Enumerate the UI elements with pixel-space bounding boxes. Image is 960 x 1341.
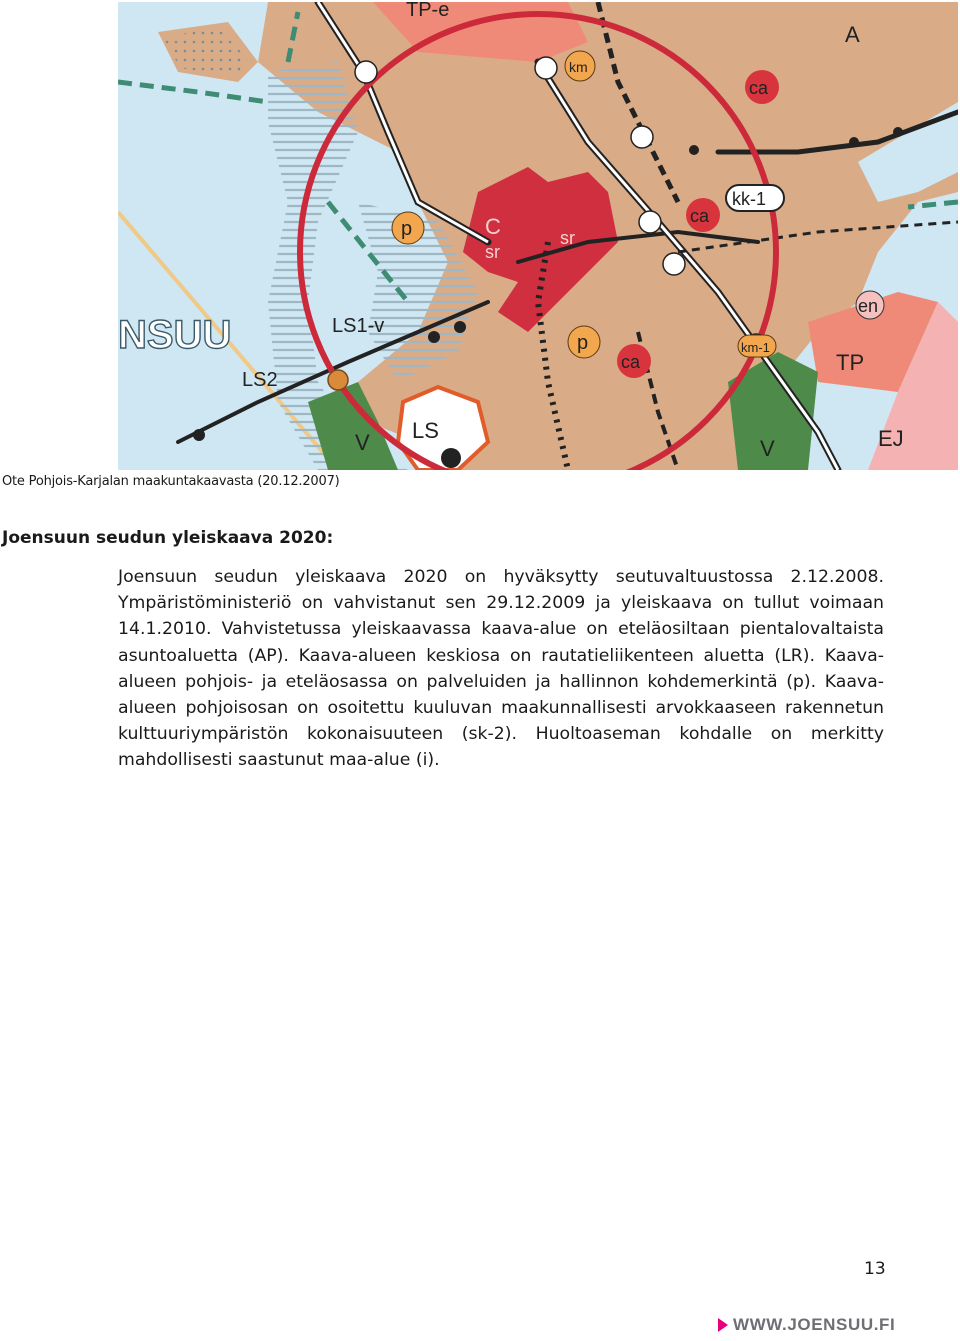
footer-url[interactable]: WWW.JOENSUU.FI bbox=[733, 1315, 896, 1334]
map-label-v-left: V bbox=[355, 430, 370, 455]
footer bbox=[718, 1315, 895, 1335]
map-label-ls1v: LS1-v bbox=[332, 315, 385, 337]
map-label-v-right: V bbox=[760, 436, 775, 461]
map-caption: Ote Pohjois-Karjalan maakuntakaavasta (20.12.2007) bbox=[2, 474, 340, 489]
map-label-ca-top: ca bbox=[749, 78, 769, 98]
map-label-sr-right: sr bbox=[560, 228, 575, 248]
body-paragraph: Joensuun seudun yleiskaava 2020 on hyväksytty seutuvaltuustossa 2.12.2008. Ympäristöministeriö on vahvistanut sen 29.12.2009 ja yleiskaava on tullut voimaan 14.1.2010. Vahvistetussa yleiskaavassa kaava-alue on eteläosiltaan pientalovaltaista asuntoaluetta (AP). Kaava-alueen keskiosa on rautatieliikenteen aluetta (LR). Kaava-alueen pohjois- ja eteläosassa on palveluiden ja hallinnon kohdemerkintä (p). Kaava-alueen pohjoisosan on osoitettu kuuluvan maakunnallisesti arvokkaaseen rakennetun kulttuuriympäristön kokonaisuuteen (sk-2). Huoltoaseman kohdalle on merkitty mahdollisesti saastunut maa-alue (i). bbox=[118, 567, 884, 771]
map-label-p-center: p bbox=[577, 332, 589, 354]
map-label-ca-mid: ca bbox=[690, 206, 710, 226]
junction-marker bbox=[328, 370, 348, 390]
map-label-ca-bottom: ca bbox=[621, 352, 641, 372]
section-heading: Joensuun seudun yleiskaava 2020: bbox=[2, 528, 334, 548]
map-label-c: C bbox=[485, 214, 501, 239]
map-label-sr-left: sr bbox=[485, 242, 500, 262]
map-label-tp: TP bbox=[836, 350, 865, 375]
map-label-km1: km-1 bbox=[741, 340, 770, 355]
map-label-ej: EJ bbox=[878, 426, 904, 451]
map-label-p-left: p bbox=[401, 218, 413, 240]
map-label-city-fragment: NSUU bbox=[118, 313, 232, 357]
map-label-en: en bbox=[858, 296, 879, 316]
map-label-ls2: LS2 bbox=[242, 369, 278, 391]
play-arrow-icon bbox=[718, 1318, 728, 1332]
page-number: 13 bbox=[864, 1259, 886, 1279]
regional-plan-map bbox=[118, 2, 958, 470]
map-label-a: A bbox=[845, 22, 860, 47]
map-label-kk1: kk-1 bbox=[732, 189, 767, 209]
map-label-tp-e: TP-e bbox=[406, 2, 450, 21]
map-label-km-top: km bbox=[569, 59, 588, 75]
map-label-ls: LS bbox=[412, 418, 439, 443]
